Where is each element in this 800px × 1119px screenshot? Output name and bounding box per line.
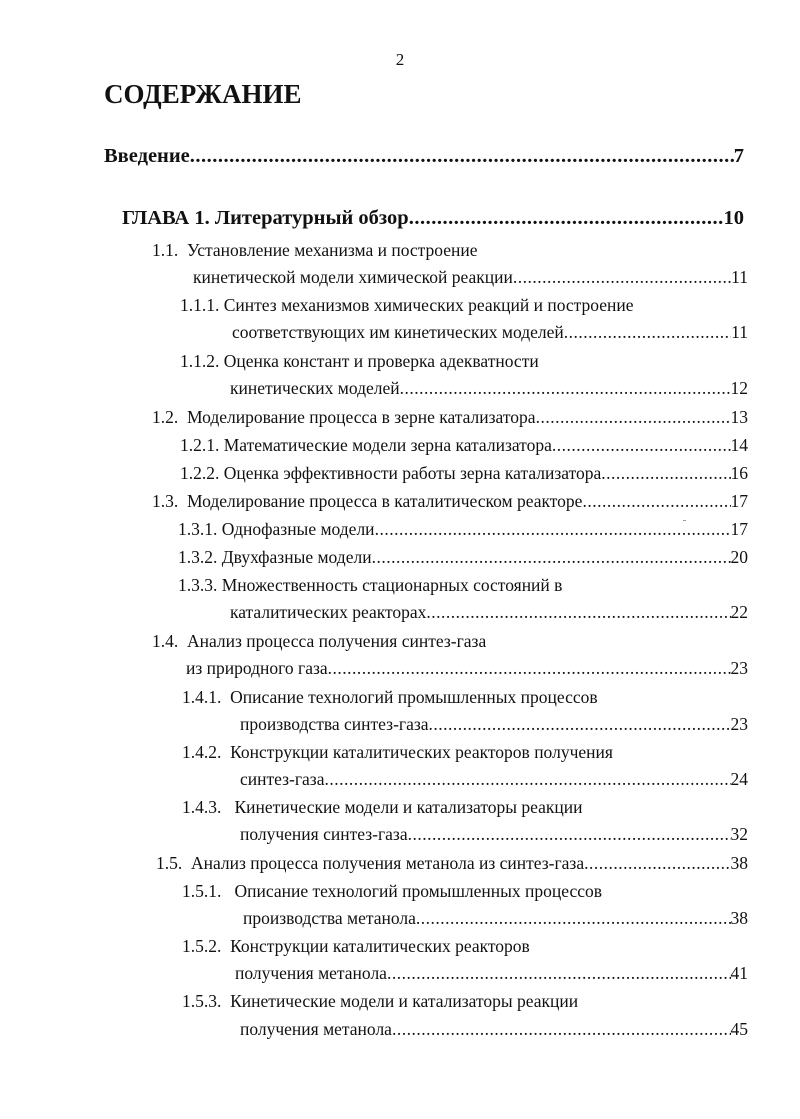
toc-entry-page: 14 xyxy=(730,435,748,455)
leader-dots xyxy=(564,321,731,343)
toc-entry-text: производства синтез-газа xyxy=(240,714,429,734)
toc-entry-text: Установление механизма и построение xyxy=(187,240,478,260)
toc-entry-page: 24 xyxy=(730,769,748,789)
toc-entry-chapter-1[interactable] xyxy=(122,207,744,229)
leader-dots xyxy=(408,823,731,845)
page-number: 2 xyxy=(395,50,405,69)
leader-dots xyxy=(426,601,730,623)
toc-entry-text: кинетических моделей xyxy=(230,378,400,398)
toc-entry-page: 10 xyxy=(723,207,744,229)
leader-dots xyxy=(372,546,731,568)
toc-entry-1-4-2-line2[interactable] xyxy=(240,768,748,790)
toc-entry-1-5[interactable] xyxy=(156,852,748,874)
toc-entry-text: Однофазные модели xyxy=(221,519,375,539)
toc-entry-1-4-line1[interactable] xyxy=(152,630,486,652)
toc-entry-page: 20 xyxy=(730,547,748,567)
toc-entry-page: 11 xyxy=(731,322,748,342)
leader-dots xyxy=(584,852,730,874)
toc-entry-page: 45 xyxy=(730,1019,748,1039)
toc-entry-number: 1.3.1. xyxy=(178,519,218,539)
toc-entry-page: 38 xyxy=(730,908,748,928)
toc-entry-number: 1.4.3. xyxy=(182,797,222,817)
toc-entry-text: получения метанола xyxy=(235,963,387,983)
toc-entry-text: Введение xyxy=(104,145,190,167)
toc-entry-1-4-1-line2[interactable] xyxy=(240,713,748,735)
leader-dots xyxy=(400,377,731,399)
toc-entry-1-4-2-line1[interactable] xyxy=(182,741,613,763)
toc-entry-text: получения метанола xyxy=(240,1019,392,1039)
toc-entry-1-4-line2[interactable] xyxy=(186,657,748,679)
toc-entry-number: 1.3.2. xyxy=(178,547,218,567)
toc-entry-number: 1.2.1. xyxy=(180,435,220,455)
toc-entry-page: 11 xyxy=(731,267,748,287)
leader-dots xyxy=(552,434,731,456)
leader-dots xyxy=(325,768,731,790)
toc-entry-1-5-1-line1[interactable] xyxy=(182,880,602,902)
toc-entry-text: Двухфазные модели xyxy=(221,547,372,567)
toc-entry-text: Кинетические модели и катализаторы реакции xyxy=(230,991,579,1011)
toc-entry-1-1-line1[interactable] xyxy=(152,239,478,261)
toc-entry-text: Описание технологий промышленных процессов xyxy=(234,881,603,901)
toc-entry-1-5-3-line1[interactable] xyxy=(182,990,578,1012)
toc-entry-1-3[interactable] xyxy=(152,490,748,512)
toc-entry-text: Оценка эффективности работы зерна катализатора xyxy=(223,463,602,483)
toc-entry-text: Моделирование процесса в каталитическом реакторе xyxy=(187,491,583,511)
leader-dots xyxy=(328,657,731,679)
leader-dots xyxy=(409,207,724,229)
toc-entry-number: 1.5. xyxy=(156,853,183,873)
leader-dots xyxy=(601,462,730,484)
toc-entry-number: 1.1.2. xyxy=(180,351,220,371)
toc-entry-text: ГЛАВА 1. Литературный обзор xyxy=(122,207,409,229)
toc-entry-1-2[interactable] xyxy=(152,406,748,428)
toc-entry-1-4-3-line1[interactable] xyxy=(182,796,582,818)
toc-entry-1-1-2-line1[interactable] xyxy=(180,350,539,372)
toc-entry-text: соответствующих им кинетических моделей xyxy=(232,322,564,342)
toc-entry-1-2-1[interactable] xyxy=(180,434,748,456)
toc-entry-text: Синтез механизмов химических реакций и построение xyxy=(223,295,634,315)
toc-entry-1-1-2-line2[interactable] xyxy=(230,377,748,399)
toc-entry-text: Конструкции каталитических реакторов xyxy=(230,936,530,956)
scan-speck xyxy=(683,520,686,521)
toc-entry-1-1-1-line1[interactable] xyxy=(180,294,634,316)
toc-entry-page: 12 xyxy=(730,378,748,398)
toc-entry-1-4-3-line2[interactable] xyxy=(240,823,748,845)
toc-entry-page: 41 xyxy=(730,963,748,983)
toc-entry-page: 23 xyxy=(730,658,748,678)
toc-entry-1-3-2[interactable] xyxy=(178,546,748,568)
leader-dots xyxy=(536,406,731,428)
toc-entry-1-5-1-line2[interactable] xyxy=(243,907,748,929)
toc-entry-1-3-1[interactable] xyxy=(178,518,748,540)
toc-entry-number: 1.3.3. xyxy=(178,575,218,595)
toc-entry-text: производства метанола xyxy=(243,908,416,928)
toc-entry-text: Анализ процесса получения синтез-газа xyxy=(187,631,487,651)
toc-entry-1-1-line2[interactable] xyxy=(193,266,748,288)
toc-entry-text: Оценка констант и проверка адекватности xyxy=(223,351,539,371)
toc-entry-page: 22 xyxy=(730,602,748,622)
toc-entry-number: 1.5.1. xyxy=(182,881,222,901)
toc-entry-1-5-2-line1[interactable] xyxy=(182,935,530,957)
leader-dots xyxy=(582,490,730,512)
toc-entry-text: Моделирование процесса в зерне катализатора xyxy=(187,407,536,427)
toc-entry-page: 32 xyxy=(730,824,748,844)
toc-title: СОДЕРЖАНИЕ xyxy=(104,79,302,109)
toc-entry-number: 1.4. xyxy=(152,631,179,651)
toc-entry-text: Конструкции каталитических реакторов получения xyxy=(230,742,613,762)
leader-dots xyxy=(387,962,731,984)
toc-entry-text: кинетической модели химической реакции xyxy=(193,267,513,287)
toc-entry-text: Множественность стационарных состояний в xyxy=(221,575,563,595)
leader-dots xyxy=(416,907,731,929)
toc-entry-number: 1.2. xyxy=(152,407,179,427)
toc-entry-number: 1.4.1. xyxy=(182,687,222,707)
toc-entry-1-4-1-line1[interactable] xyxy=(182,686,598,708)
toc-entry-text: Математические модели зерна катализатора xyxy=(223,435,552,455)
toc-entry-1-3-3-line1[interactable] xyxy=(178,574,562,596)
leader-dots xyxy=(392,1018,731,1040)
toc-entry-1-5-2-line2[interactable] xyxy=(235,962,748,984)
toc-entry-1-1-1-line2[interactable] xyxy=(232,321,748,343)
toc-entry-page: 17 xyxy=(730,519,748,539)
toc-entry-number: 1.2.2. xyxy=(180,463,220,483)
toc-entry-number: 1.3. xyxy=(152,491,179,511)
toc-entry-page: 16 xyxy=(730,463,748,483)
toc-entry-page: 23 xyxy=(730,714,748,734)
leader-dots xyxy=(375,518,731,540)
toc-entry-number: 1.1.1. xyxy=(180,295,220,315)
toc-entry-1-2-2[interactable] xyxy=(180,462,748,484)
toc-entry-number: 1.5.3. xyxy=(182,991,222,1011)
toc-entry-page: 38 xyxy=(730,853,748,873)
toc-entry-page: 17 xyxy=(730,491,748,511)
toc-entry-text: каталитических реакторах xyxy=(230,602,427,622)
toc-entry-number: 1.5.2. xyxy=(182,936,222,956)
toc-entry-number: 1.4.2. xyxy=(182,742,222,762)
toc-entry-number: 1.1. xyxy=(152,240,179,260)
toc-entry-text: Описание технологий промышленных процессов xyxy=(230,687,598,707)
toc-entry-introduction[interactable] xyxy=(104,145,744,167)
toc-entry-text: Анализ процесса получения метанола из синтез-газа xyxy=(191,853,585,873)
leader-dots xyxy=(513,266,731,288)
toc-entry-text: из природного газа xyxy=(186,658,328,678)
toc-entry-1-5-3-line2[interactable] xyxy=(240,1018,748,1040)
toc-entry-page: 7 xyxy=(733,145,744,167)
toc-entry-page: 13 xyxy=(730,407,748,427)
toc-entry-1-3-3-line2[interactable] xyxy=(230,601,748,623)
toc-entry-text: синтез-газа xyxy=(240,769,325,789)
toc-entry-text: получения синтез-газа xyxy=(240,824,408,844)
leader-dots xyxy=(429,713,731,735)
leader-dots xyxy=(190,145,734,167)
toc-entry-text: Кинетические модели и катализаторы реакции xyxy=(234,797,583,817)
